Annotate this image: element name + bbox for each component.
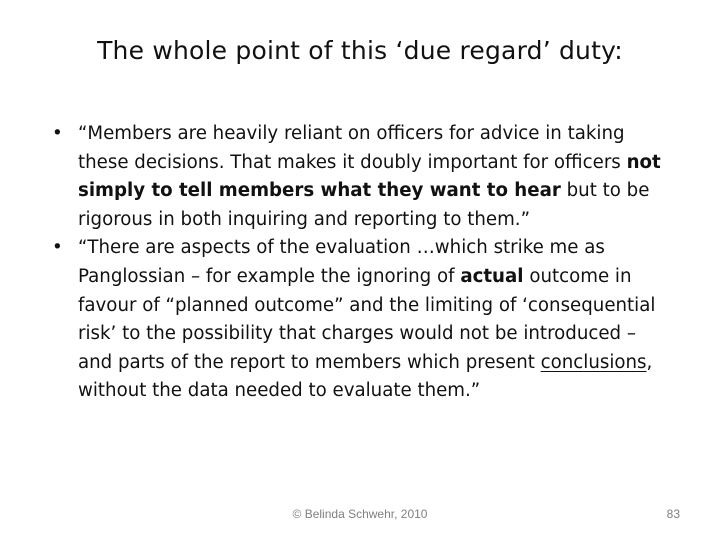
bullet-item-quote-evaluation [52, 234, 670, 406]
slide-title: The whole point of this ‘due regard’ duty: [97, 36, 623, 65]
bullet-1-text-end: but to be rigorous in both inquiring and reporting to them.” [78, 180, 650, 230]
bullet-2-text-middle: outcome in favour of “planned outcome” and the limiting of ‘consequential risk’ to the possibility that charges would not be introduced – and parts of the report to members which present [78, 265, 656, 373]
copyright-footer: © Belinda Schwehr, 2010 [292, 507, 428, 521]
bullet-icon: • [52, 237, 63, 259]
bullet-2-bold-word: actual [460, 265, 524, 287]
bullet-list [52, 120, 670, 406]
slide-number: 83 [666, 507, 680, 521]
bullet-item-quote-officers [52, 120, 670, 234]
bullet-2-text-start: “There are aspects of the evaluation …which strike me as Panglossian – for example the ignoring of [78, 237, 605, 287]
bullet-1-text-start: “Members are heavily reliant on officers for advice in taking these decisions. That makes it doubly important for officers [78, 123, 627, 173]
bullet-icon: • [52, 123, 63, 144]
bullet-2-underlined-word: conclusions [540, 351, 647, 373]
bullet-2-text-end: , without the data needed to evaluate them.” [78, 351, 653, 402]
bullet-1-bold-phrase: not simply to tell members what they want to hear [78, 151, 661, 202]
